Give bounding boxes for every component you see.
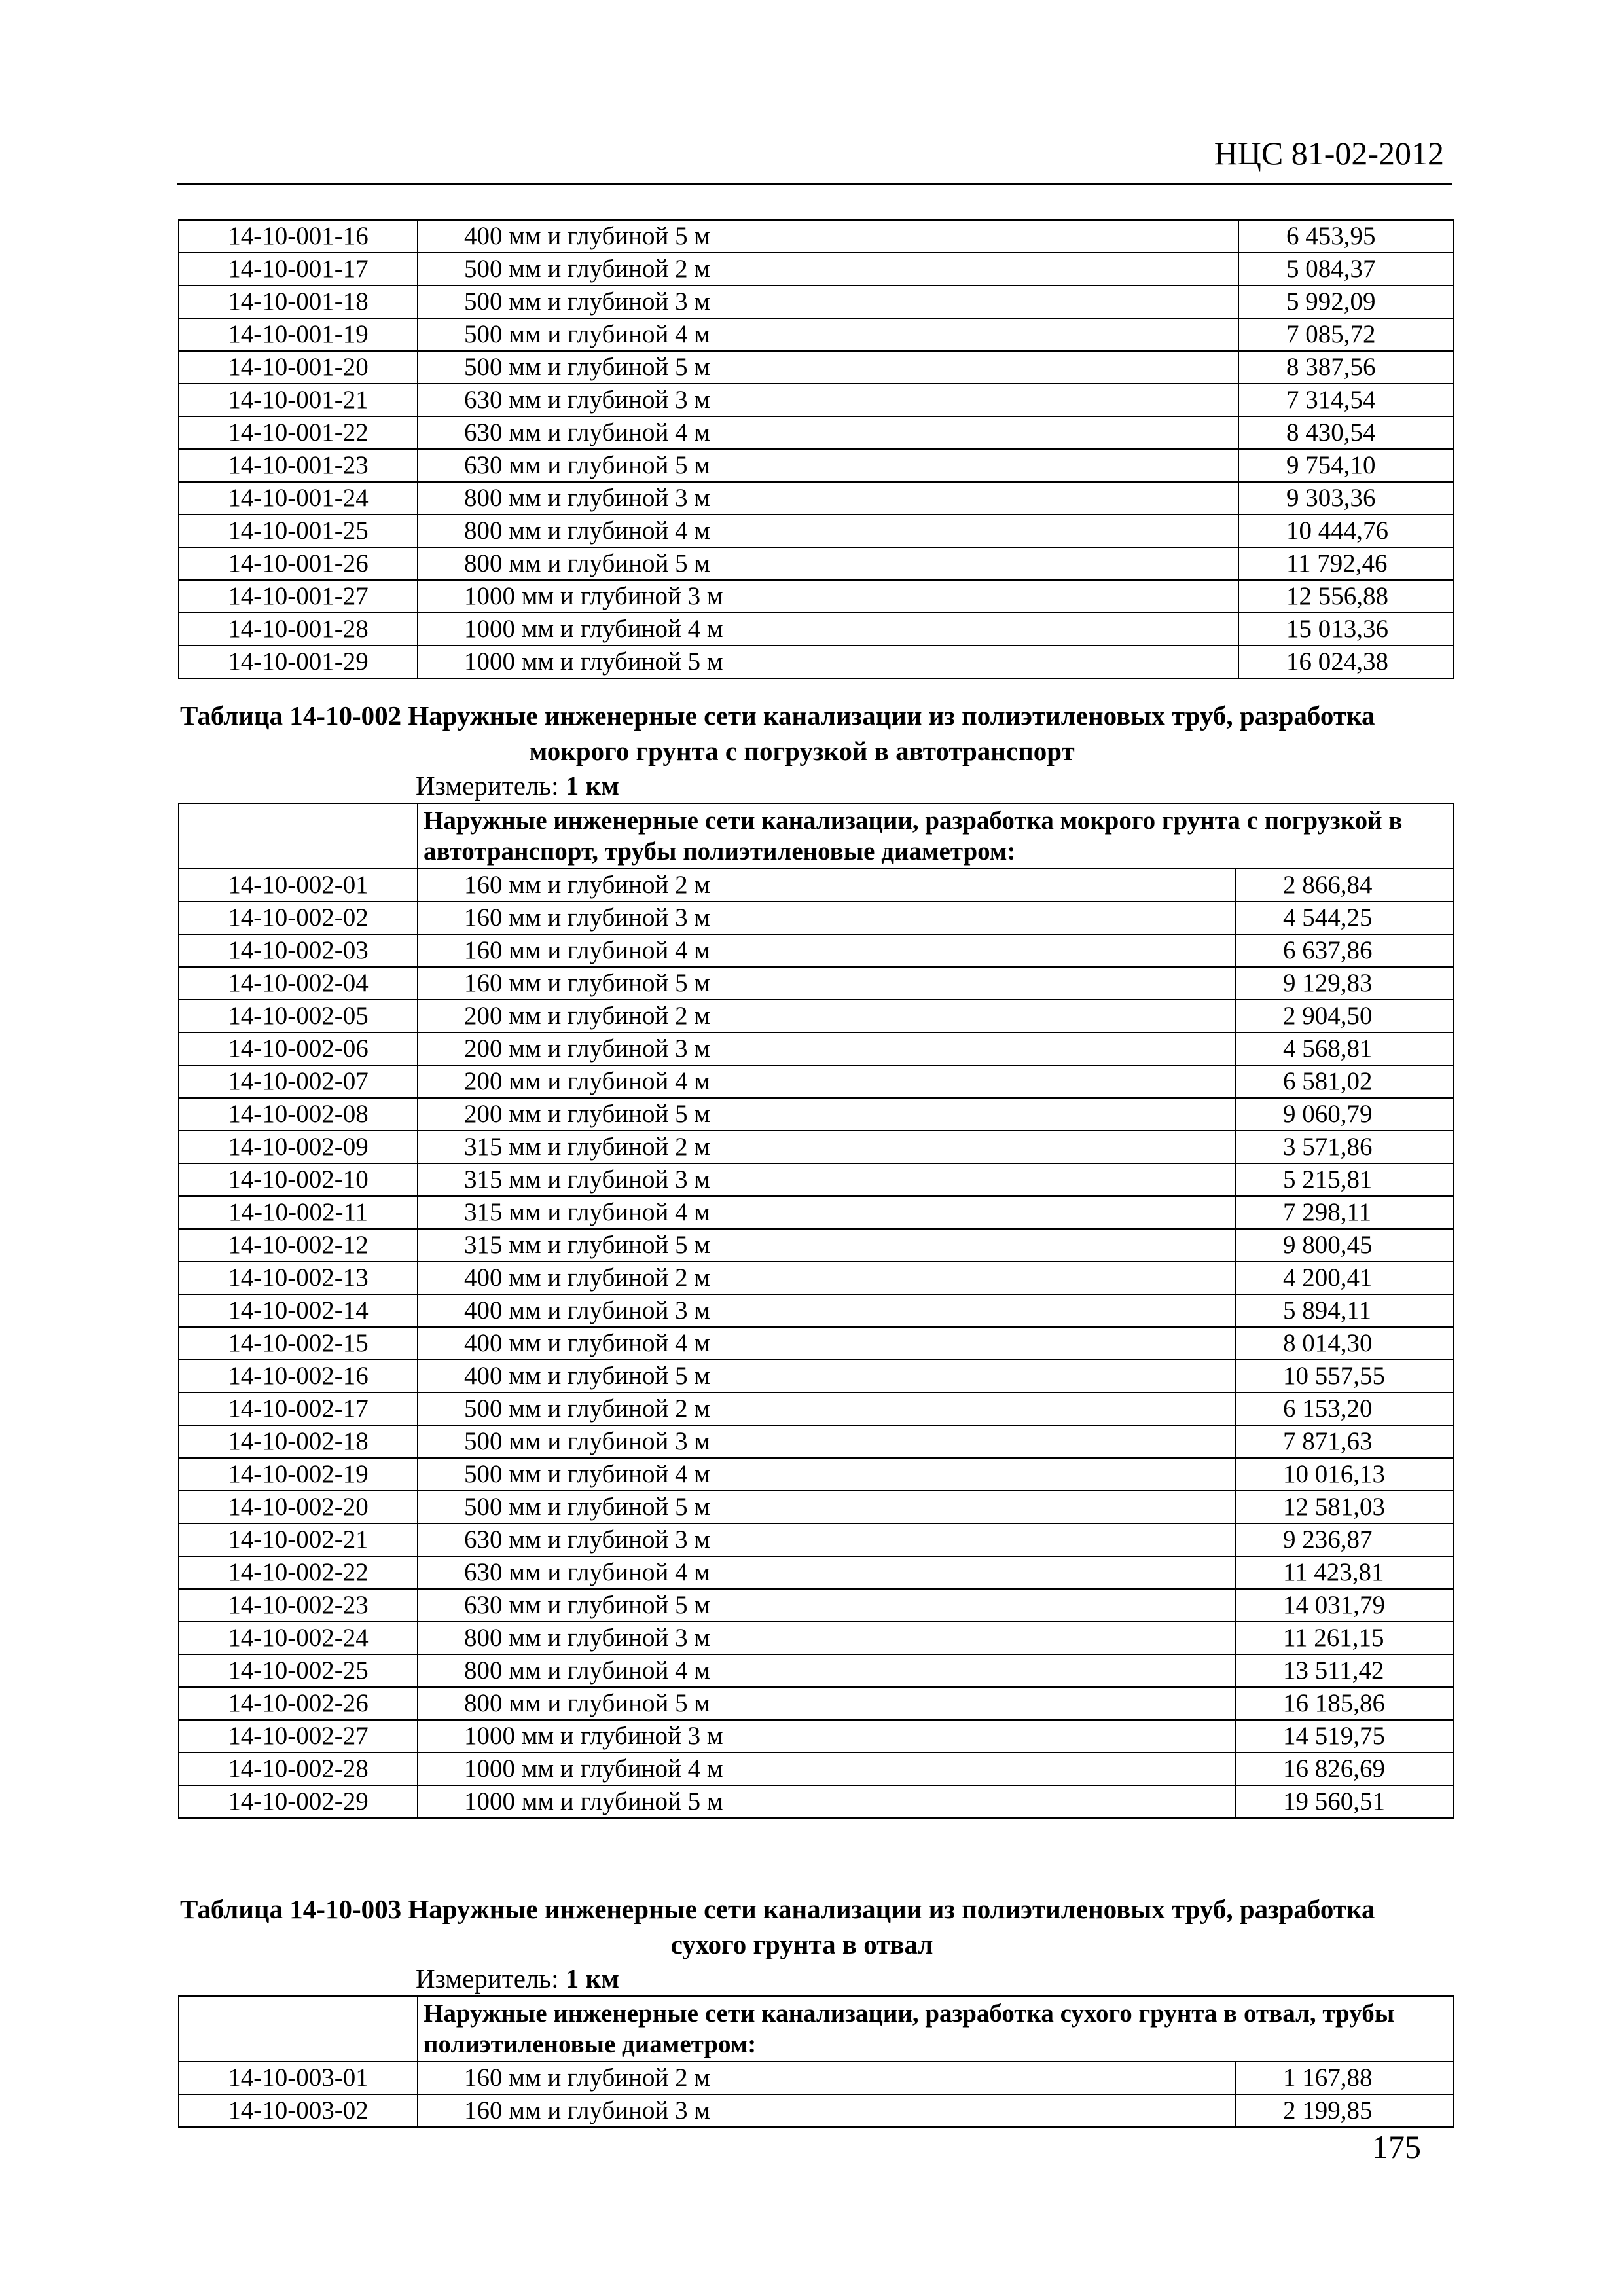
row-description: 630 мм и глубиной 5 м [418,449,1238,482]
header-empty-cell [179,1996,418,2062]
row-description: 500 мм и глубиной 5 м [418,351,1238,384]
row-description: 160 мм и глубиной 5 м [418,967,1235,1000]
table-row [179,1327,1454,1360]
row-code: 14-10-001-22 [179,416,418,449]
row-code: 14-10-002-08 [179,1098,418,1131]
row-description: 500 мм и глубиной 2 м [418,253,1238,285]
row-description: 630 мм и глубиной 3 м [418,1523,1235,1556]
group-header: Наружные инженерные сети канализации, разработка сухого грунта в отвал, трубы полиэтиленовые диаметром: [418,1996,1454,2062]
table-row [179,1229,1454,1262]
row-description: 200 мм и глубиной 5 м [418,1098,1235,1131]
unit-label: Измеритель: [416,1963,559,1994]
row-price: 12 556,88 [1238,580,1454,613]
table-row [179,1523,1454,1556]
row-price: 8 014,30 [1235,1327,1454,1360]
row-description: 160 мм и глубиной 3 м [418,902,1235,934]
table-14-10-003-title [180,1891,1424,1962]
row-price: 8 387,56 [1238,351,1454,384]
row-price: 4 568,81 [1235,1032,1454,1065]
row-description: 800 мм и глубиной 4 м [418,1654,1235,1687]
table-row [179,1425,1454,1458]
row-code: 14-10-001-20 [179,351,418,384]
row-price: 11 423,81 [1235,1556,1454,1589]
row-code: 14-10-002-26 [179,1687,418,1720]
table-row [179,1000,1454,1032]
row-price: 16 826,69 [1235,1753,1454,1785]
table-row [179,515,1454,547]
row-code: 14-10-001-18 [179,285,418,318]
table-row [179,285,1454,318]
row-description: 500 мм и глубиной 3 м [418,1425,1235,1458]
table-row [179,1589,1454,1622]
header-divider [177,183,1452,185]
row-description: 400 мм и глубиной 5 м [418,220,1238,253]
row-description: 800 мм и глубиной 5 м [418,547,1238,580]
row-description: 800 мм и глубиной 5 м [418,1687,1235,1720]
row-price: 2 866,84 [1235,869,1454,902]
row-code: 14-10-001-28 [179,613,418,646]
row-description: 160 мм и глубиной 3 м [418,2094,1235,2127]
row-description: 800 мм и глубиной 4 м [418,515,1238,547]
table-row [179,384,1454,416]
row-price: 5 215,81 [1235,1163,1454,1196]
row-description: 200 мм и глубиной 2 м [418,1000,1235,1032]
unit-line [416,770,619,801]
row-code: 14-10-001-27 [179,580,418,613]
row-description: 315 мм и глубиной 3 м [418,1163,1235,1196]
row-code: 14-10-001-19 [179,318,418,351]
row-code: 14-10-002-06 [179,1032,418,1065]
row-description: 1000 мм и глубиной 4 м [418,1753,1235,1785]
row-description: 630 мм и глубиной 4 м [418,1556,1235,1589]
row-description: 1000 мм и глубиной 4 м [418,613,1238,646]
row-description: 1000 мм и глубиной 5 м [418,1785,1235,1818]
row-code: 14-10-002-18 [179,1425,418,1458]
row-code: 14-10-002-27 [179,1720,418,1753]
row-description: 500 мм и глубиной 4 м [418,1458,1235,1491]
unit-line [416,1963,619,1994]
row-code: 14-10-002-10 [179,1163,418,1196]
row-code: 14-10-001-25 [179,515,418,547]
row-price: 16 024,38 [1238,646,1454,678]
row-price: 9 236,87 [1235,1523,1454,1556]
table-row [179,1622,1454,1654]
table-row [179,580,1454,613]
unit-label: Измеритель: [416,771,559,801]
row-price: 10 444,76 [1238,515,1454,547]
unit-value: 1 км [565,1963,620,1994]
row-price: 5 992,09 [1238,285,1454,318]
table-row [179,1131,1454,1163]
table-row [179,934,1454,967]
page-number: 175 [1372,2128,1421,2165]
row-code: 14-10-002-20 [179,1491,418,1523]
table-body [179,2062,1454,2127]
title-line-2: сухого грунта в отвал [670,1929,933,1959]
row-price: 7 314,54 [1238,384,1454,416]
row-code: 14-10-002-04 [179,967,418,1000]
group-header: Наружные инженерные сети канализации, разработка мокрого грунта с погрузкой в автотранспорт, трубы полиэтиленовые диаметром: [418,803,1454,869]
table-row [179,318,1454,351]
row-price: 15 013,36 [1238,613,1454,646]
row-price: 16 185,86 [1235,1687,1454,1720]
table-row [179,967,1454,1000]
table-row [179,1393,1454,1425]
row-price: 2 199,85 [1235,2094,1454,2127]
table-row [179,1163,1454,1196]
row-code: 14-10-002-16 [179,1360,418,1393]
table-14-10-001-continued [178,219,1454,679]
table-row [179,902,1454,934]
row-price: 11 261,15 [1235,1622,1454,1654]
row-description: 200 мм и глубиной 3 м [418,1032,1235,1065]
row-code: 14-10-002-28 [179,1753,418,1785]
table-row [179,1196,1454,1229]
table-row [179,416,1454,449]
row-code: 14-10-002-12 [179,1229,418,1262]
row-description: 315 мм и глубиной 2 м [418,1131,1235,1163]
row-description: 1000 мм и глубиной 3 м [418,1720,1235,1753]
row-price: 10 016,13 [1235,1458,1454,1491]
table-row [179,1065,1454,1098]
row-price: 6 637,86 [1235,934,1454,967]
row-code: 14-10-001-26 [179,547,418,580]
row-price: 12 581,03 [1235,1491,1454,1523]
row-code: 14-10-001-16 [179,220,418,253]
row-code: 14-10-002-24 [179,1622,418,1654]
table-row [179,1294,1454,1327]
row-code: 14-10-002-17 [179,1393,418,1425]
row-price: 19 560,51 [1235,1785,1454,1818]
row-price: 11 792,46 [1238,547,1454,580]
row-price: 6 581,02 [1235,1065,1454,1098]
table-row [179,613,1454,646]
row-code: 14-10-002-23 [179,1589,418,1622]
table-body [179,220,1454,678]
row-description: 630 мм и глубиной 5 м [418,1589,1235,1622]
title-line-1: Таблица 14-10-002 Наружные инженерные сети канализации из полиэтиленовых труб, разработка [180,701,1375,731]
table-row [179,646,1454,678]
row-price: 8 430,54 [1238,416,1454,449]
row-code: 14-10-002-03 [179,934,418,967]
table-row [179,1654,1454,1687]
row-price: 4 200,41 [1235,1262,1454,1294]
row-description: 1000 мм и глубиной 5 м [418,646,1238,678]
row-code: 14-10-003-02 [179,2094,418,2127]
row-description: 500 мм и глубиной 5 м [418,1491,1235,1523]
row-code: 14-10-003-01 [179,2062,418,2094]
header-empty-cell [179,803,418,869]
table-row [179,1785,1454,1818]
table-row [179,1032,1454,1065]
table-row [179,1556,1454,1589]
row-description: 160 мм и глубиной 2 м [418,869,1235,902]
row-price: 9 129,83 [1235,967,1454,1000]
row-price: 7 871,63 [1235,1425,1454,1458]
row-code: 14-10-002-13 [179,1262,418,1294]
table-row [179,1720,1454,1753]
row-description: 630 мм и глубиной 3 м [418,384,1238,416]
row-description: 1000 мм и глубиной 3 м [418,580,1238,613]
row-description: 400 мм и глубиной 4 м [418,1327,1235,1360]
table-row [179,1753,1454,1785]
row-description: 500 мм и глубиной 4 м [418,318,1238,351]
table-row [179,1491,1454,1523]
table-group-header-row [179,803,1454,869]
row-price: 6 153,20 [1235,1393,1454,1425]
row-description: 200 мм и глубиной 4 м [418,1065,1235,1098]
row-price: 4 544,25 [1235,902,1454,934]
row-description: 315 мм и глубиной 4 м [418,1196,1235,1229]
row-description: 315 мм и глубиной 5 м [418,1229,1235,1262]
row-code: 14-10-002-19 [179,1458,418,1491]
row-description: 500 мм и глубиной 2 м [418,1393,1235,1425]
table-row [179,547,1454,580]
row-description: 400 мм и глубиной 3 м [418,1294,1235,1327]
table-14-10-002 [178,803,1454,1819]
table-row [179,449,1454,482]
table-row [179,1458,1454,1491]
row-price: 2 904,50 [1235,1000,1454,1032]
table-body [179,869,1454,1818]
row-code: 14-10-002-02 [179,902,418,934]
row-code: 14-10-002-01 [179,869,418,902]
document-code: НЦС 81-02-2012 [1214,135,1444,172]
table-group-header-row [179,1996,1454,2062]
row-code: 14-10-002-15 [179,1327,418,1360]
row-code: 14-10-002-07 [179,1065,418,1098]
table-row [179,1687,1454,1720]
table-row [179,482,1454,515]
row-price: 9 800,45 [1235,1229,1454,1262]
row-code: 14-10-002-09 [179,1131,418,1163]
row-price: 7 298,11 [1235,1196,1454,1229]
row-code: 14-10-001-24 [179,482,418,515]
row-description: 500 мм и глубиной 3 м [418,285,1238,318]
row-price: 3 571,86 [1235,1131,1454,1163]
table-14-10-003 [178,1995,1454,2128]
table-row [179,2062,1454,2094]
row-price: 1 167,88 [1235,2062,1454,2094]
row-code: 14-10-002-29 [179,1785,418,1818]
row-description: 400 мм и глубиной 2 м [418,1262,1235,1294]
row-price: 10 557,55 [1235,1360,1454,1393]
row-description: 630 мм и глубиной 4 м [418,416,1238,449]
row-code: 14-10-001-17 [179,253,418,285]
table-row [179,1360,1454,1393]
table-row [179,1098,1454,1131]
table-row [179,2094,1454,2127]
table-row [179,220,1454,253]
row-price: 14 519,75 [1235,1720,1454,1753]
row-price: 6 453,95 [1238,220,1454,253]
title-line-2: мокрого грунта с погрузкой в автотранспорт [529,736,1075,766]
row-price: 9 303,36 [1238,482,1454,515]
row-code: 14-10-002-14 [179,1294,418,1327]
title-line-1: Таблица 14-10-003 Наружные инженерные сети канализации из полиэтиленовых труб, разработка [180,1894,1375,1924]
row-price: 9 060,79 [1235,1098,1454,1131]
row-code: 14-10-002-21 [179,1523,418,1556]
row-code: 14-10-002-22 [179,1556,418,1589]
row-code: 14-10-002-11 [179,1196,418,1229]
row-description: 800 мм и глубиной 3 м [418,482,1238,515]
table-row [179,351,1454,384]
row-price: 13 511,42 [1235,1654,1454,1687]
row-code: 14-10-002-05 [179,1000,418,1032]
row-price: 7 085,72 [1238,318,1454,351]
row-price: 5 084,37 [1238,253,1454,285]
row-code: 14-10-001-21 [179,384,418,416]
row-description: 800 мм и глубиной 3 м [418,1622,1235,1654]
row-price: 9 754,10 [1238,449,1454,482]
row-code: 14-10-001-23 [179,449,418,482]
row-description: 400 мм и глубиной 5 м [418,1360,1235,1393]
row-code: 14-10-001-29 [179,646,418,678]
row-price: 14 031,79 [1235,1589,1454,1622]
row-price: 5 894,11 [1235,1294,1454,1327]
table-14-10-002-title [180,698,1424,769]
row-description: 160 мм и глубиной 4 м [418,934,1235,967]
table-row [179,869,1454,902]
table-row [179,253,1454,285]
row-code: 14-10-002-25 [179,1654,418,1687]
row-description: 160 мм и глубиной 2 м [418,2062,1235,2094]
table-row [179,1262,1454,1294]
unit-value: 1 км [565,771,620,801]
